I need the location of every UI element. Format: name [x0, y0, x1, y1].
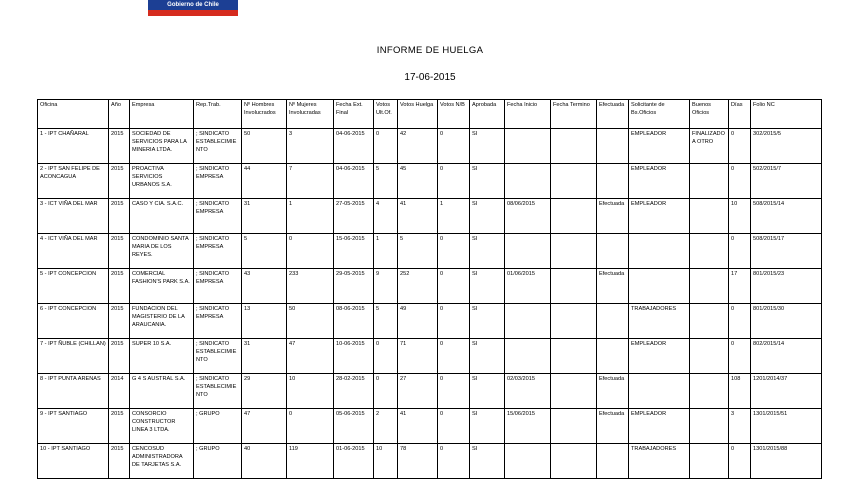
table-cell: 0 [729, 234, 751, 269]
table-cell: 108 [729, 374, 751, 409]
table-cell: 13 [242, 304, 287, 339]
table-cell: 5 [242, 234, 287, 269]
table-cell: SI [470, 234, 505, 269]
table-cell: 3 [287, 129, 334, 164]
table-cell: ; GRUPO [194, 444, 242, 479]
table-cell [690, 339, 729, 374]
table-cell: 15-06-2015 [334, 234, 374, 269]
table-cell: 2 [374, 409, 398, 444]
table-cell: 01-06-2015 [334, 444, 374, 479]
table-cell: G 4 S AUSTRAL S.A. [130, 374, 194, 409]
table-cell: 0 [374, 129, 398, 164]
column-header: Fecha Ext. Final [334, 100, 374, 129]
table-cell: 0 [729, 129, 751, 164]
table-cell: SI [470, 374, 505, 409]
table-cell: CENCOSUD ADMINISTRADORA DE TARJETAS S.A. [130, 444, 194, 479]
column-header: Folio NC [751, 100, 822, 129]
table-cell: 4 [374, 199, 398, 234]
table-cell: 0 [287, 409, 334, 444]
table-cell [505, 129, 551, 164]
table-cell: FUNDACION DEL MAGISTERIO DE LA ARAUCANIA. [130, 304, 194, 339]
table-cell: TRABAJADORES [629, 444, 690, 479]
table-row [38, 304, 822, 339]
table-cell: 1 [438, 199, 470, 234]
table-cell: 0 [287, 234, 334, 269]
table-cell: 0 [438, 444, 470, 479]
table-cell: 5 [374, 164, 398, 199]
table-cell: 47 [242, 409, 287, 444]
table-body [38, 129, 822, 479]
table-cell: 9 - IPT SANTIAGO [38, 409, 109, 444]
table-cell: 1 [374, 234, 398, 269]
table-cell: 252 [398, 269, 438, 304]
table-cell: 27-05-2015 [334, 199, 374, 234]
table-cell: SI [470, 269, 505, 304]
table-cell: 0 [438, 129, 470, 164]
table-cell: 801/2015/30 [751, 304, 822, 339]
table-cell: 2 - IPT SAN FELIPE DE ACONCAGUA [38, 164, 109, 199]
table-cell: 10 [374, 444, 398, 479]
table-cell: 31 [242, 339, 287, 374]
column-header: Año [109, 100, 130, 129]
table-cell: 08-06-2015 [334, 304, 374, 339]
table-cell [629, 374, 690, 409]
table-cell: 0 [438, 409, 470, 444]
table-cell: EMPLEADOR [629, 409, 690, 444]
table-cell: 0 [729, 444, 751, 479]
table-cell: 7 [287, 164, 334, 199]
table-cell: 233 [287, 269, 334, 304]
table-cell [551, 409, 597, 444]
table-cell: 17 [729, 269, 751, 304]
table-cell [690, 269, 729, 304]
table-cell: 0 [729, 304, 751, 339]
table-row [38, 444, 822, 479]
table-cell: 4 - ICT VIÑA DEL MAR [38, 234, 109, 269]
table-cell [551, 339, 597, 374]
table-row [38, 374, 822, 409]
table-cell: 10 [729, 199, 751, 234]
column-header: Días [729, 100, 751, 129]
table-cell: ; SINDICATO ESTABLECIMIENTO [194, 129, 242, 164]
table-cell: EMPLEADOR [629, 339, 690, 374]
table-cell: 40 [242, 444, 287, 479]
header-row [38, 100, 822, 129]
column-header: Votos Ult.Of. [374, 100, 398, 129]
table-cell [551, 269, 597, 304]
table-cell [597, 339, 629, 374]
table-cell: 29 [242, 374, 287, 409]
table-cell: SI [470, 339, 505, 374]
government-logo [148, 0, 238, 16]
table-cell: 27 [398, 374, 438, 409]
table-cell: 01/06/2015 [505, 269, 551, 304]
table-cell: SUPER 10 S.A. [130, 339, 194, 374]
table-cell: 10 - IPT SANTIAGO [38, 444, 109, 479]
table-cell: SI [470, 444, 505, 479]
column-header: Nº Mujeres Involucradas [287, 100, 334, 129]
table-row [38, 409, 822, 444]
logo-red-band [148, 10, 238, 16]
table-row [38, 269, 822, 304]
table-row [38, 199, 822, 234]
table-cell: 0 [438, 339, 470, 374]
table-cell [690, 234, 729, 269]
table-cell: 119 [287, 444, 334, 479]
table-cell: Efectuada [597, 199, 629, 234]
table-cell: 6 - IPT CONCEPCION [38, 304, 109, 339]
table-cell [629, 234, 690, 269]
table-cell [551, 304, 597, 339]
table-cell [597, 164, 629, 199]
table-cell: 5 [374, 304, 398, 339]
table-cell: 3 [729, 409, 751, 444]
table-cell: 78 [398, 444, 438, 479]
column-header: Buenos Oficios [690, 100, 729, 129]
table-cell: PROACTIVA SERVICIOS URBANOS S.A. [130, 164, 194, 199]
table-cell: 50 [287, 304, 334, 339]
table-cell [551, 164, 597, 199]
table-cell: 2015 [109, 164, 130, 199]
table-cell: 43 [242, 269, 287, 304]
table-cell: 31 [242, 199, 287, 234]
table-cell: 1 - IPT CHAÑARAL [38, 129, 109, 164]
table-cell: 302/2015/5 [751, 129, 822, 164]
table-cell: 0 [438, 374, 470, 409]
table-cell: ; SINDICATO ESTABLECIMIENTO [194, 339, 242, 374]
table-cell [551, 444, 597, 479]
table-cell: 2015 [109, 129, 130, 164]
table-row [38, 339, 822, 374]
table-cell: 502/2015/7 [751, 164, 822, 199]
table-cell: 5 [398, 234, 438, 269]
table-cell: 10 [287, 374, 334, 409]
table-cell: 0 [374, 374, 398, 409]
table-cell [505, 444, 551, 479]
table-cell: 1 [287, 199, 334, 234]
column-header: Fecha Inicio [505, 100, 551, 129]
table-cell: ; SINDICATO EMPRESA [194, 164, 242, 199]
table-cell: Efectuada [597, 409, 629, 444]
table-cell [690, 374, 729, 409]
table-cell: 801/2015/23 [751, 269, 822, 304]
table-cell: 71 [398, 339, 438, 374]
table-cell: 28-02-2015 [334, 374, 374, 409]
table-cell: 10-06-2015 [334, 339, 374, 374]
table-cell [597, 444, 629, 479]
column-header: Aprobada [470, 100, 505, 129]
table-cell: SI [470, 199, 505, 234]
table-cell: 0 [438, 234, 470, 269]
table-cell: 3 - ICT VIÑA DEL MAR [38, 199, 109, 234]
table-cell: 47 [287, 339, 334, 374]
table-cell: 50 [242, 129, 287, 164]
table-cell: 508/2015/14 [751, 199, 822, 234]
table-cell: 41 [398, 199, 438, 234]
column-header: Efectuada [597, 100, 629, 129]
table-cell: 2015 [109, 269, 130, 304]
column-header: Solicitante de Bs.Oficios [629, 100, 690, 129]
table-cell: 0 [729, 339, 751, 374]
table-cell: 2015 [109, 444, 130, 479]
table-row [38, 234, 822, 269]
table-cell: Efectuada [597, 269, 629, 304]
table-cell: 42 [398, 129, 438, 164]
column-header: Votos Huelga [398, 100, 438, 129]
table-row [38, 164, 822, 199]
table-cell: 15/06/2015 [505, 409, 551, 444]
table-cell: 9 [374, 269, 398, 304]
table-cell [551, 374, 597, 409]
table-cell: COMERCIAL FASHION'S PARK S.A. [130, 269, 194, 304]
table-cell: 2015 [109, 339, 130, 374]
table-cell: 2015 [109, 199, 130, 234]
report-date: 17-06-2015 [404, 72, 456, 83]
table-cell: 1301/2015/88 [751, 444, 822, 479]
table-cell: 2015 [109, 234, 130, 269]
table-cell [690, 444, 729, 479]
table-cell: SI [470, 164, 505, 199]
table-cell: SI [470, 129, 505, 164]
table-cell: SI [470, 409, 505, 444]
table-cell [690, 199, 729, 234]
table-cell [629, 269, 690, 304]
logo-text: Gobierno de Chile [167, 2, 219, 8]
table-cell [597, 234, 629, 269]
table-cell: FINALIZADO A OTRO [690, 129, 729, 164]
table-cell: 45 [398, 164, 438, 199]
column-header: Rep.Trab. [194, 100, 242, 129]
table-cell: ; SINDICATO EMPRESA [194, 234, 242, 269]
table-cell: 0 [374, 339, 398, 374]
table-cell: 1301/2015/51 [751, 409, 822, 444]
table-cell [690, 304, 729, 339]
column-header: Fecha Termino [551, 100, 597, 129]
table-cell: 7 - IPT ÑUBLE (CHILLAN) [38, 339, 109, 374]
table-cell [690, 164, 729, 199]
table-cell [551, 234, 597, 269]
table-cell: 0 [729, 164, 751, 199]
table-cell [551, 129, 597, 164]
table-cell: EMPLEADOR [629, 129, 690, 164]
table-cell: 08/06/2015 [505, 199, 551, 234]
table-cell: EMPLEADOR [629, 164, 690, 199]
table-cell: 04-06-2015 [334, 129, 374, 164]
table-cell: 41 [398, 409, 438, 444]
table-cell: 2014 [109, 374, 130, 409]
table-cell [597, 304, 629, 339]
table-cell [690, 409, 729, 444]
table-cell: TRABAJADORES [629, 304, 690, 339]
table-cell: CASO Y CIA. S.A.C. [130, 199, 194, 234]
table-cell: 44 [242, 164, 287, 199]
table-cell: 8 - IPT PUNTA ARENAS [38, 374, 109, 409]
report-title: INFORME DE HUELGA [376, 45, 484, 56]
table-cell [505, 234, 551, 269]
column-header: Oficina [38, 100, 109, 129]
table-cell: 29-05-2015 [334, 269, 374, 304]
table-cell: 0 [438, 304, 470, 339]
table-cell: 5 - IPT CONCEPCION [38, 269, 109, 304]
column-header: Votos N/B [438, 100, 470, 129]
table-cell: 802/2015/14 [751, 339, 822, 374]
table-cell: 2015 [109, 409, 130, 444]
table-cell: 1201/2014/37 [751, 374, 822, 409]
table-cell: SOCIEDAD DE SERVICIOS PARA LA MINERIA LTDA. [130, 129, 194, 164]
table-row [38, 129, 822, 164]
column-header: Nº Hombres Involucrados [242, 100, 287, 129]
table-cell: CONSORCIO CONSTRUCTOR LINEA 3 LTDA. [130, 409, 194, 444]
table-cell [505, 164, 551, 199]
table-cell: ; SINDICATO EMPRESA [194, 304, 242, 339]
table-cell: 05-06-2015 [334, 409, 374, 444]
table-cell: ; SINDICATO EMPRESA [194, 269, 242, 304]
table-cell: EMPLEADOR [629, 199, 690, 234]
table-cell: 49 [398, 304, 438, 339]
table-cell: ; GRUPO [194, 409, 242, 444]
table-cell: CONDOMINIO SANTA MARIA DE LOS REYES. [130, 234, 194, 269]
table-cell: Efectuada [597, 374, 629, 409]
table-cell: 2015 [109, 304, 130, 339]
table-cell [597, 129, 629, 164]
table-cell: ; SINDICATO ESTABLECIMIENTO [194, 374, 242, 409]
table-cell: SI [470, 304, 505, 339]
table-cell: ; SINDICATO EMPRESA [194, 199, 242, 234]
column-header: Empresa [130, 100, 194, 129]
table-cell: 0 [438, 269, 470, 304]
table-cell: 02/03/2015 [505, 374, 551, 409]
table-cell: 0 [438, 164, 470, 199]
table-cell [505, 339, 551, 374]
table-cell: 508/2015/17 [751, 234, 822, 269]
strike-report-table [37, 99, 822, 479]
table-cell [505, 304, 551, 339]
table-cell [551, 199, 597, 234]
table-cell: 04-06-2015 [334, 164, 374, 199]
